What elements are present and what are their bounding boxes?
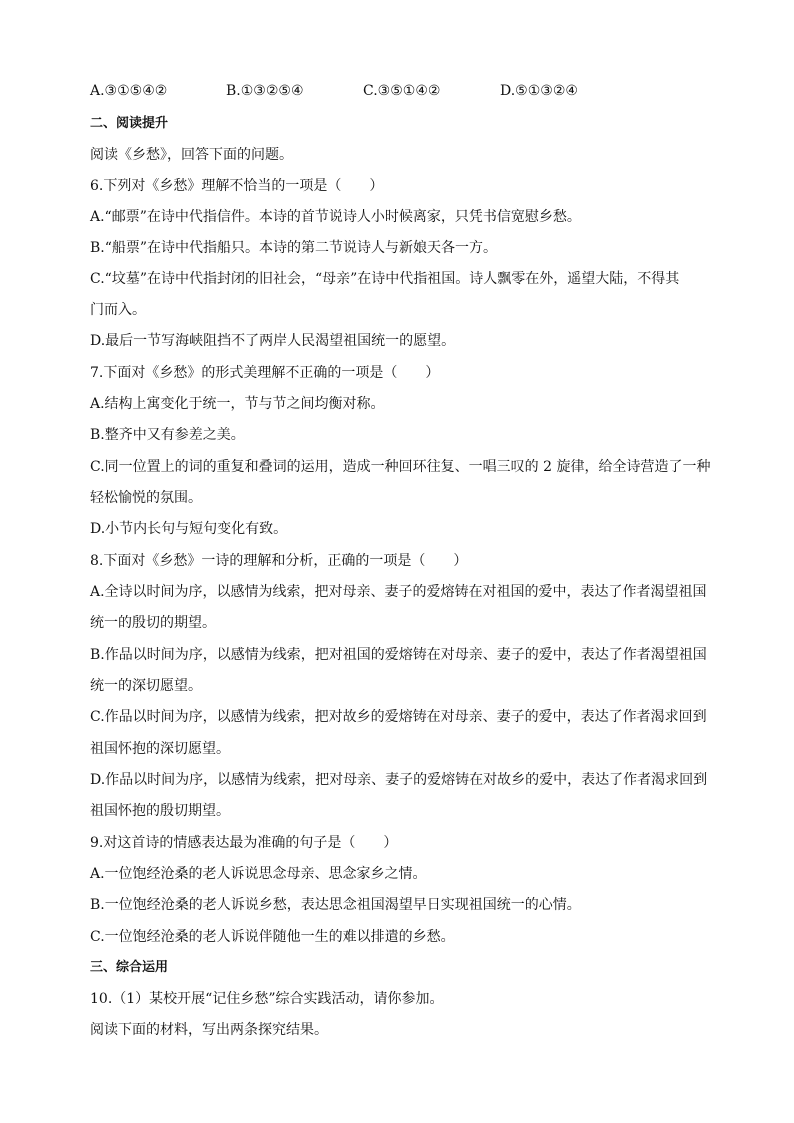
question-9-stem: 9.对这首诗的情感表达最为准确的句子是（ ） <box>90 835 398 851</box>
option-b: B.①③②⑤④ <box>226 83 304 99</box>
question-8-option-a-line2: 统一的殷切的期望。 <box>90 615 216 631</box>
question-8-option-c-line1: C.作品以时间为序，以感情为线索，把对故乡的爱熔铸在对母亲、妻子的爱中，表达了作者渴求回到 <box>90 709 707 725</box>
question-8-option-b-line2: 统一的深切愿望。 <box>90 678 202 694</box>
question-9-option-c: C.一位饱经沧桑的老人诉说伴随他一生的难以排遣的乡愁。 <box>90 929 455 945</box>
section-heading-integrated: 三、综合运用 <box>90 960 169 975</box>
question-7-option-d: D.小节内长句与短句变化有致。 <box>90 521 288 537</box>
answer-options-row <box>90 82 710 100</box>
question-7-option-c-line2: 轻松愉悦的氛围。 <box>90 490 202 506</box>
question-8-option-a-line1: A.全诗以时间为序，以感情为线索，把对母亲、妻子的爱熔铸在对祖国的爱中，表达了作者渴望祖国 <box>90 584 707 600</box>
question-9-option-b: B.一位饱经沧桑的老人诉说乡愁，表达思念祖国渴望早日实现祖国统一的心情。 <box>90 897 581 913</box>
question-8-option-c-line2: 祖国怀抱的深切愿望。 <box>90 741 230 757</box>
question-7-option-b: B.整齐中又有参差之美。 <box>90 427 245 443</box>
option-d: D.⑤①③②④ <box>500 83 578 99</box>
reading-intro: 阅读《乡愁》，回答下面的问题。 <box>90 147 293 163</box>
question-6-option-c-line1: C.“坟墓”在诗中代指封闭的旧社会，“母亲”在诗中代指祖国。诗人飘零在外，遥望大陆，不得其 <box>90 271 680 287</box>
question-8-option-d-line2: 祖国怀抱的殷切期望。 <box>90 803 230 819</box>
question-8-option-b-line1: B.作品以时间为序，以感情为线索，把对祖国的爱熔铸在对母亲、妻子的爱中，表达了作者渴望祖国 <box>90 647 707 663</box>
question-6-option-a: A.“邮票”在诗中代指信件。本诗的首节说诗人小时候离家，只凭书信宽慰乡愁。 <box>90 209 581 225</box>
question-9-option-a: A.一位饱经沧桑的老人诉说思念母亲、思念家乡之情。 <box>90 866 427 882</box>
question-6-option-c-line2: 门而入。 <box>90 302 146 318</box>
question-6-stem: 6.下列对《乡愁》理解不恰当的一项是（ ） <box>90 178 384 194</box>
question-10-instruction: 阅读下面的材料，写出两条探究结果。 <box>90 1022 328 1038</box>
question-8-option-d-line1: D.作品以时间为序，以感情为线索，把对母亲、妻子的爱熔铸在对故乡的爱中，表达了作者渴求回到 <box>90 772 708 788</box>
question-7-option-a: A.结构上寓变化于统一，节与节之间均衡对称。 <box>90 396 385 412</box>
section-heading-reading: 二、阅读提升 <box>90 116 169 131</box>
question-7-option-c-line1: C.同一位置上的词的重复和叠词的运用，造成一种回环往复、一唱三叹的 2 旋律，给全诗营造了一种 <box>90 459 711 475</box>
option-c: C.③⑤①④② <box>363 83 441 99</box>
question-8-stem: 8.下面对《乡愁》一诗的理解和分析，正确的一项是（ ） <box>90 553 468 569</box>
question-6-option-b: B.“船票”在诗中代指船只。本诗的第二节说诗人与新娘天各一方。 <box>90 240 498 256</box>
question-7-stem: 7.下面对《乡愁》的形式美理解不正确的一项是（ ） <box>90 365 440 381</box>
question-6-option-d: D.最后一节写海峡阻挡不了两岸人民渴望祖国统一的愿望。 <box>90 333 456 349</box>
question-10-stem: 10.（1）某校开展“记住乡愁”综合实践活动，请你参加。 <box>90 991 444 1007</box>
option-a: A.③①⑤④② <box>90 83 168 99</box>
